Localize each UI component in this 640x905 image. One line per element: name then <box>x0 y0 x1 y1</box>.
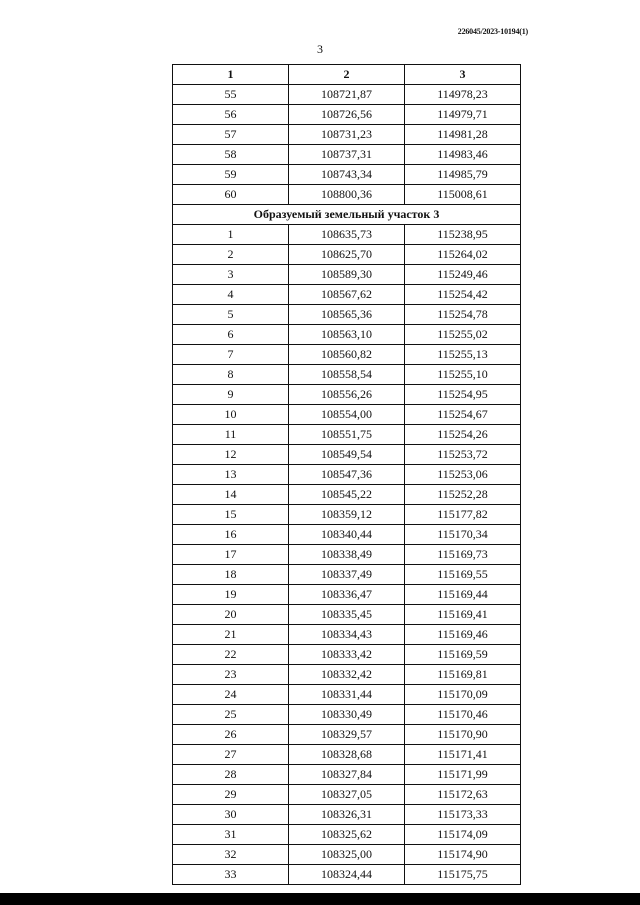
point-number-cell: 1 <box>173 225 289 245</box>
point-number-cell: 6 <box>173 325 289 345</box>
y-coordinate-cell: 115252,28 <box>405 485 521 505</box>
x-coordinate-cell: 108545,22 <box>289 485 405 505</box>
y-coordinate-cell: 115254,42 <box>405 285 521 305</box>
y-coordinate-cell: 115254,78 <box>405 305 521 325</box>
x-coordinate-cell: 108331,44 <box>289 685 405 705</box>
y-coordinate-cell: 115169,81 <box>405 665 521 685</box>
x-coordinate-cell: 108329,57 <box>289 725 405 745</box>
table-row <box>173 865 521 885</box>
y-coordinate-cell: 115255,10 <box>405 365 521 385</box>
point-number-cell: 4 <box>173 285 289 305</box>
x-coordinate-cell: 108560,82 <box>289 345 405 365</box>
point-number-cell: 31 <box>173 825 289 845</box>
x-coordinate-cell: 108737,31 <box>289 145 405 165</box>
x-coordinate-cell: 108332,42 <box>289 665 405 685</box>
table-row <box>173 245 521 265</box>
y-coordinate-cell: 114985,79 <box>405 165 521 185</box>
x-coordinate-cell: 108625,70 <box>289 245 405 265</box>
y-coordinate-cell: 115169,55 <box>405 565 521 585</box>
x-coordinate-cell: 108327,84 <box>289 765 405 785</box>
y-coordinate-cell: 115174,90 <box>405 845 521 865</box>
y-coordinate-cell: 115177,82 <box>405 505 521 525</box>
table-row <box>173 145 521 165</box>
x-coordinate-cell: 108731,23 <box>289 125 405 145</box>
header-cell-y: 3 <box>405 65 521 85</box>
y-coordinate-cell: 115254,95 <box>405 385 521 405</box>
table-row <box>173 565 521 585</box>
table-row <box>173 285 521 305</box>
point-number-cell: 10 <box>173 405 289 425</box>
y-coordinate-cell: 115170,90 <box>405 725 521 745</box>
table-row <box>173 725 521 745</box>
x-coordinate-cell: 108726,56 <box>289 105 405 125</box>
x-coordinate-cell: 108325,00 <box>289 845 405 865</box>
point-number-cell: 59 <box>173 165 289 185</box>
y-coordinate-cell: 114983,46 <box>405 145 521 165</box>
document-number: 226045/2023-10194(1) <box>457 27 528 36</box>
x-coordinate-cell: 108721,87 <box>289 85 405 105</box>
section-row <box>173 205 521 225</box>
header-cell-point: 1 <box>173 65 289 85</box>
table-row <box>173 505 521 525</box>
y-coordinate-cell: 115173,33 <box>405 805 521 825</box>
point-number-cell: 55 <box>173 85 289 105</box>
point-number-cell: 27 <box>173 745 289 765</box>
point-number-cell: 5 <box>173 305 289 325</box>
table-row <box>173 485 521 505</box>
x-coordinate-cell: 108328,68 <box>289 745 405 765</box>
x-coordinate-cell: 108563,10 <box>289 325 405 345</box>
y-coordinate-cell: 115253,06 <box>405 465 521 485</box>
table-row <box>173 225 521 245</box>
point-number-cell: 12 <box>173 445 289 465</box>
table-row <box>173 465 521 485</box>
x-coordinate-cell: 108551,75 <box>289 425 405 445</box>
y-coordinate-cell: 115171,99 <box>405 765 521 785</box>
x-coordinate-cell: 108326,31 <box>289 805 405 825</box>
x-coordinate-cell: 108635,73 <box>289 225 405 245</box>
header-cell-x: 2 <box>289 65 405 85</box>
table-row <box>173 785 521 805</box>
y-coordinate-cell: 115172,63 <box>405 785 521 805</box>
table-row <box>173 705 521 725</box>
table-row <box>173 325 521 345</box>
point-number-cell: 22 <box>173 645 289 665</box>
x-coordinate-cell: 108325,62 <box>289 825 405 845</box>
point-number-cell: 57 <box>173 125 289 145</box>
y-coordinate-cell: 115169,59 <box>405 645 521 665</box>
x-coordinate-cell: 108549,54 <box>289 445 405 465</box>
x-coordinate-cell: 108800,36 <box>289 185 405 205</box>
x-coordinate-cell: 108334,43 <box>289 625 405 645</box>
table-row <box>173 745 521 765</box>
table-row <box>173 385 521 405</box>
x-coordinate-cell: 108327,05 <box>289 785 405 805</box>
table-row <box>173 125 521 145</box>
x-coordinate-cell: 108359,12 <box>289 505 405 525</box>
coordinates-table-body <box>173 65 521 885</box>
point-number-cell: 26 <box>173 725 289 745</box>
x-coordinate-cell: 108330,49 <box>289 705 405 725</box>
point-number-cell: 18 <box>173 565 289 585</box>
table-header-row <box>173 65 521 85</box>
y-coordinate-cell: 115175,75 <box>405 865 521 885</box>
coordinates-table <box>172 64 521 885</box>
y-coordinate-cell: 115169,73 <box>405 545 521 565</box>
table-row <box>173 405 521 425</box>
y-coordinate-cell: 115169,44 <box>405 585 521 605</box>
table-row <box>173 625 521 645</box>
x-coordinate-cell: 108333,42 <box>289 645 405 665</box>
point-number-cell: 60 <box>173 185 289 205</box>
x-coordinate-cell: 108556,26 <box>289 385 405 405</box>
section-title: Образуемый земельный участок 3 <box>173 205 521 225</box>
point-number-cell: 21 <box>173 625 289 645</box>
y-coordinate-cell: 115254,67 <box>405 405 521 425</box>
point-number-cell: 9 <box>173 385 289 405</box>
table-row <box>173 185 521 205</box>
point-number-cell: 30 <box>173 805 289 825</box>
table-row <box>173 585 521 605</box>
point-number-cell: 16 <box>173 525 289 545</box>
y-coordinate-cell: 115169,41 <box>405 605 521 625</box>
point-number-cell: 3 <box>173 265 289 285</box>
y-coordinate-cell: 114981,28 <box>405 125 521 145</box>
table-row <box>173 825 521 845</box>
point-number-cell: 19 <box>173 585 289 605</box>
table-row <box>173 605 521 625</box>
table-row <box>173 645 521 665</box>
y-coordinate-cell: 115170,34 <box>405 525 521 545</box>
x-coordinate-cell: 108340,44 <box>289 525 405 545</box>
y-coordinate-cell: 115171,41 <box>405 745 521 765</box>
y-coordinate-cell: 115253,72 <box>405 445 521 465</box>
table-row <box>173 545 521 565</box>
y-coordinate-cell: 114978,23 <box>405 85 521 105</box>
x-coordinate-cell: 108554,00 <box>289 405 405 425</box>
y-coordinate-cell: 115170,46 <box>405 705 521 725</box>
point-number-cell: 17 <box>173 545 289 565</box>
table-row <box>173 525 521 545</box>
y-coordinate-cell: 114979,71 <box>405 105 521 125</box>
point-number-cell: 25 <box>173 705 289 725</box>
y-coordinate-cell: 115255,02 <box>405 325 521 345</box>
x-coordinate-cell: 108567,62 <box>289 285 405 305</box>
table-row <box>173 425 521 445</box>
x-coordinate-cell: 108336,47 <box>289 585 405 605</box>
point-number-cell: 56 <box>173 105 289 125</box>
point-number-cell: 11 <box>173 425 289 445</box>
x-coordinate-cell: 108337,49 <box>289 565 405 585</box>
y-coordinate-cell: 115174,09 <box>405 825 521 845</box>
page-number: 3 <box>317 42 323 56</box>
x-coordinate-cell: 108335,45 <box>289 605 405 625</box>
point-number-cell: 32 <box>173 845 289 865</box>
point-number-cell: 20 <box>173 605 289 625</box>
x-coordinate-cell: 108324,44 <box>289 865 405 885</box>
x-coordinate-cell: 108547,36 <box>289 465 405 485</box>
table-row <box>173 845 521 865</box>
point-number-cell: 2 <box>173 245 289 265</box>
point-number-cell: 15 <box>173 505 289 525</box>
table-row <box>173 445 521 465</box>
y-coordinate-cell: 115169,46 <box>405 625 521 645</box>
scan-bottom-edge <box>0 893 640 905</box>
table-row <box>173 345 521 365</box>
x-coordinate-cell: 108338,49 <box>289 545 405 565</box>
point-number-cell: 29 <box>173 785 289 805</box>
point-number-cell: 14 <box>173 485 289 505</box>
table-row <box>173 105 521 125</box>
y-coordinate-cell: 115255,13 <box>405 345 521 365</box>
point-number-cell: 8 <box>173 365 289 385</box>
table-row <box>173 85 521 105</box>
y-coordinate-cell: 115170,09 <box>405 685 521 705</box>
y-coordinate-cell: 115264,02 <box>405 245 521 265</box>
table-row <box>173 265 521 285</box>
x-coordinate-cell: 108558,54 <box>289 365 405 385</box>
x-coordinate-cell: 108589,30 <box>289 265 405 285</box>
table-row <box>173 765 521 785</box>
y-coordinate-cell: 115249,46 <box>405 265 521 285</box>
y-coordinate-cell: 115254,26 <box>405 425 521 445</box>
y-coordinate-cell: 115008,61 <box>405 185 521 205</box>
table-row <box>173 165 521 185</box>
table-row <box>173 665 521 685</box>
point-number-cell: 58 <box>173 145 289 165</box>
point-number-cell: 13 <box>173 465 289 485</box>
table-row <box>173 365 521 385</box>
x-coordinate-cell: 108743,34 <box>289 165 405 185</box>
x-coordinate-cell: 108565,36 <box>289 305 405 325</box>
table-row <box>173 305 521 325</box>
y-coordinate-cell: 115238,95 <box>405 225 521 245</box>
point-number-cell: 33 <box>173 865 289 885</box>
point-number-cell: 7 <box>173 345 289 365</box>
table-row <box>173 685 521 705</box>
point-number-cell: 28 <box>173 765 289 785</box>
table-row <box>173 805 521 825</box>
point-number-cell: 23 <box>173 665 289 685</box>
point-number-cell: 24 <box>173 685 289 705</box>
